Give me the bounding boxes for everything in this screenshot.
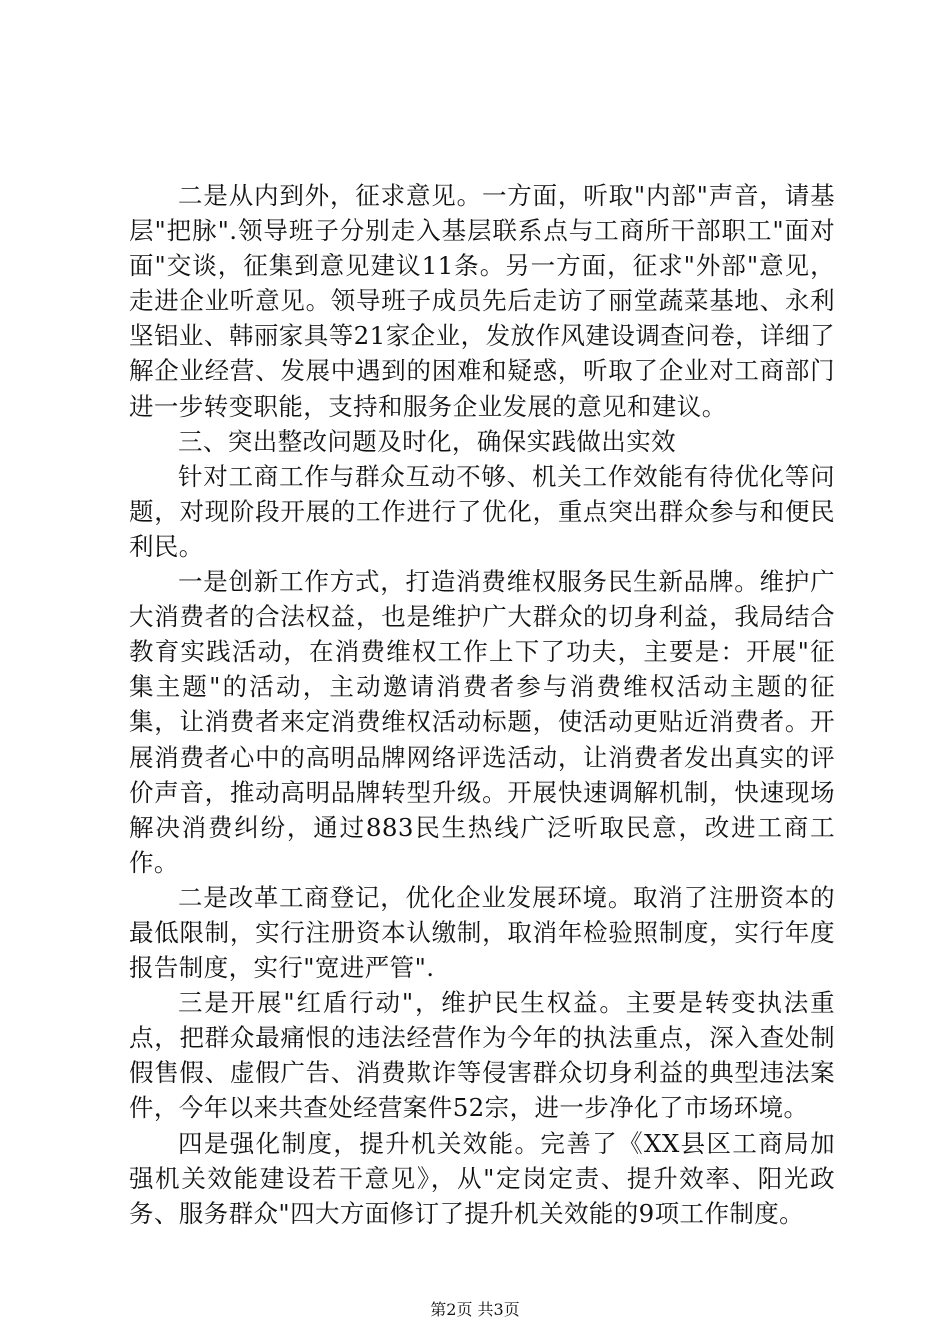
paragraph-red-shield-action: 三是开展"红盾行动"，维护民生权益。主要是转变执法重点，把群众最痛恨的违法经营作为今年的执法重点，深入查处制假售假、虚假广告、消费欺诈等侵害群众切身利益的典型违法案件，今年以来共查处经营案件52宗，进一步净化了市场环境。 xyxy=(129,988,835,1123)
paragraph-registration-reform: 二是改革工商登记，优化企业发展环境。取消了注册资本的最低限制，实行注册资本认缴制，取消年检验照制度，实行年度报告制度，实行"宽进严管". xyxy=(129,882,835,983)
document-body xyxy=(129,178,835,1231)
paragraph-problem-summary: 针对工商工作与群众互动不够、机关工作效能有待优化等问题，对现阶段开展的工作进行了优化，重点突出群众参与和便民利民。 xyxy=(129,461,835,561)
paragraph-consumer-rights: 一是创新工作方式，打造消费维权服务民生新品牌。维护广大消费者的合法权益，也是维护广大群众的切身利益，我局结合教育实践活动，在消费维权工作上下了功夫，主要是：开展"征集主题"的活动，主动邀请消费者参与消费维权活动主题的征集，让消费者来定消费维权活动标题，使活动更贴近消费者。开展消费者心中的高明品牌网络评选活动，让消费者发出真实的评价声音，推动高明品牌转型升级。开展快速调解机制，快速现场解决消费纠纷，通过883民生热线广泛听取民意，改进工商工作。 xyxy=(129,567,835,877)
paragraph-institutional-efficiency: 四是强化制度，提升机关效能。完善了《XX县区工商局加强机关效能建设若干意见》，从"定岗定责、提升效率、阳光政务、服务群众"四大方面修订了提升机关效能的9项工作制度。 xyxy=(129,1128,835,1228)
paragraph-solicit-opinions: 二是从内到外，征求意见。一方面，听取"内部"声音，请基层"把脉".领导班子分别走入基层联系点与工商所干部职工"面对面"交谈，征集到意见建议11条。另一方面，征求"外部"意见，走进企业听意见。领导班子成员先后走访了丽堂蔬菜基地、永利坚铝业、韩丽家具等21家企业，发放作风建设调查问卷，详细了解企业经营、发展中遇到的困难和疑惑，听取了企业对工商部门进一步转变职能，支持和服务企业发展的意见和建议。 xyxy=(129,181,835,421)
page-footer: 第2页 共3页 xyxy=(430,1300,520,1319)
section-heading-rectification: 三、突出整改问题及时化，确保实践做出实效 xyxy=(178,426,676,456)
